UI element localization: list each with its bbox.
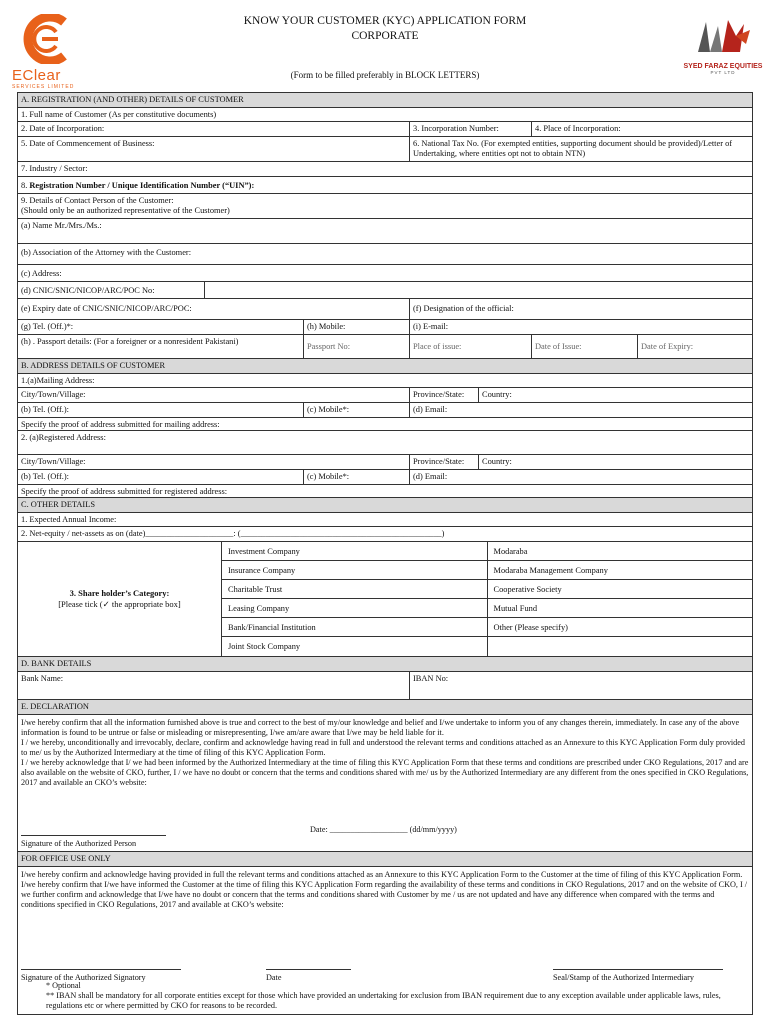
shareholder-category-grid (17, 542, 753, 657)
footnotes (17, 981, 753, 1015)
category-hint: [Please tick (✓ the appropriate box] (58, 599, 181, 609)
field-industry-sector[interactable]: 7. Industry / Sector: (17, 162, 753, 177)
field-date-of-incorporation[interactable]: 2. Date of Incorporation: (21, 124, 105, 133)
form-header (0, 0, 770, 92)
title-line-1: KNOW YOUR CUSTOMER (KYC) APPLICATION FORM (243, 15, 527, 27)
field-cnic-expiry[interactable]: (e) Expiry date of CNIC/SNIC/NICOP/ARC/POC: (21, 304, 192, 313)
field-proof-registered[interactable]: Specify the proof of address submitted for registered address: (17, 485, 753, 498)
eclear-logo-mark-icon (12, 14, 90, 64)
kyc-form (17, 92, 753, 1015)
office-use-heading: FOR OFFICE USE ONLY (17, 852, 753, 867)
office-date-label: Date (266, 973, 282, 982)
field-registered-city[interactable]: City/Town/Village: (21, 457, 86, 466)
declaration-date[interactable]: Date: ___________________ (dd/mm/yyyy) (310, 825, 457, 834)
field-mailing-country[interactable]: Country: (478, 388, 752, 402)
form-title (150, 14, 620, 44)
field-mailing-mobile[interactable]: (c) Mobile*: (303, 403, 409, 417)
section-c-heading: C. OTHER DETAILS (17, 498, 753, 513)
seal-label: Seal/Stamp of the Authorized Intermediary (553, 973, 694, 982)
category-modaraba[interactable]: Modaraba (488, 542, 753, 561)
contact-person-line-2: (Should only be an authorized representative of the Customer) (21, 206, 230, 215)
row-commencement (17, 137, 753, 162)
office-para-2: I/we hereby confirm that I/we have informed the Customer at the time of filing this KYC Application Form regarding the availability of these terms and conditions in CKO Regulations, 2017 and on the website of CKO, I / we further confirm and acknowledge that I/we have no doubt or concern that the terms and conditions shared with Customer by me / us are not updated and have any difference when compared with the terms and conditions specified in CKO Regulations, 2017 and available at CKO’s website: (21, 880, 748, 909)
field-date-of-expiry[interactable]: Date of Expiry: (637, 335, 752, 358)
field-registered-email[interactable]: (d) Email: (409, 470, 752, 484)
footnote-iban: ** IBAN shall be mandatory for all corporate entities except for those which have provided an undertaking for exclusion from IBAN requirement due to any exception available under applicable laws, rules, regulations etc or where permitted by CKO for reasons to be recorded. (46, 991, 721, 1010)
field-contact-name[interactable]: (a) Name Mr./Mrs./Ms.: (17, 219, 753, 244)
declaration-para-2: I / we hereby, unconditionally and irrevocably, declare, confirm and acknowledge having read in full and understood the relevant terms and conditions attached as an Annexure to this KYC Application Form duly provided to me/ us by the Authorized Intermediary at the time of filing of this KYC Application Form. (21, 738, 746, 757)
field-cnic-number[interactable]: (d) CNIC/SNIC/NICOP/ARC/POC No: (21, 286, 155, 295)
syed-faraz-logo (680, 16, 766, 80)
row-passport-details (17, 335, 753, 359)
row-registered-contacts (17, 470, 753, 485)
row-bank (17, 672, 753, 700)
section-b-heading: B. ADDRESS DETAILS OF CUSTOMER (17, 359, 753, 374)
field-proof-mailing[interactable]: Specify the proof of address submitted for mailing address: (17, 418, 753, 431)
field-passport-no[interactable]: Passport No: (303, 335, 409, 358)
field-mailing-province[interactable]: Province/State: (409, 388, 478, 402)
row-contact-numbers (17, 320, 753, 335)
field-national-tax-no[interactable]: 6. National Tax No. (For exempted entities, supporting document should be provided)/Letter of Undertaking, where entities opt not to obtain NTN) (409, 137, 752, 161)
field-date-of-commencement[interactable]: 5. Date of Commencement of Business: (21, 139, 155, 148)
eclear-logo-subtext: SERVICES LIMITED (12, 84, 75, 90)
field-iban[interactable]: IBAN No: (409, 672, 752, 699)
row-mailing-contacts (17, 403, 753, 418)
category-modaraba-management[interactable]: Modaraba Management Company (488, 561, 753, 580)
field-contact-address[interactable]: (c) Address: (17, 265, 753, 282)
category-cooperative-society[interactable]: Cooperative Society (488, 580, 753, 599)
field-8-number: 8. (21, 181, 28, 190)
category-investment-company[interactable]: Investment Company (222, 542, 487, 561)
field-bank-name[interactable]: Bank Name: (21, 674, 64, 683)
syed-faraz-logo-subtext: PVT LTD (710, 70, 736, 75)
contact-person-line-1: 9. Details of Contact Person of the Customer: (21, 196, 174, 205)
section-d-heading: D. BANK DETAILS (17, 657, 753, 672)
field-place-of-incorporation[interactable]: 4. Place of Incorporation: (531, 122, 752, 136)
declaration-para-3: I / we hereby acknowledge that I/ we had been informed by the Authorized Intermediary at the time of filing this KYC Application Form that these terms and conditions are prescribed under CKO Regulations, 2017 and are also available on the website of CKO, further, I / we have no doubt or concern that the terms and conditions shared with me/ us by the Authorized Intermediary are any different from the ones specified in CKO Regulations, 2017 and available an CKO’s website: (21, 758, 749, 787)
eclear-logo-text: EClear (12, 67, 61, 84)
row-incorporation (17, 122, 753, 137)
field-registered-tel[interactable]: (b) Tel. (Off.): (21, 472, 69, 481)
field-incorporation-number[interactable]: 3. Incorporation Number: (409, 122, 531, 136)
passport-details-label: (h) . Passport details: (For a foreigner or a nonresident Pakistani) (21, 337, 239, 346)
authorized-person-signature[interactable] (21, 829, 166, 849)
field-registered-country[interactable]: Country: (478, 455, 752, 469)
eclear-logo (12, 14, 90, 90)
section-a-heading: A. REGISTRATION (AND OTHER) DETAILS OF CUSTOMER (17, 92, 753, 108)
field-email[interactable]: (i) E-mail: (409, 320, 752, 334)
field-place-of-issue[interactable]: Place of issue: (409, 335, 531, 358)
office-para-1: I/we hereby confirm and acknowledge having provided in full the relevant terms and conditions attached as an Annexure to this KYC Application Form to the Customer at the time of filing of this KYC Application Form. (21, 870, 743, 879)
field-designation[interactable]: (f) Designation of the official: (409, 299, 752, 319)
field-registered-mobile[interactable]: (c) Mobile*: (303, 470, 409, 484)
category-column-2 (487, 542, 753, 656)
row-registered-city (17, 455, 753, 470)
field-net-equity[interactable]: 2. Net-equity / net-assets as on (date)_____________________: (________________________________________________) (17, 527, 753, 542)
field-mailing-email[interactable]: (d) Email: (409, 403, 752, 417)
category-other[interactable]: Other (Please specify) (488, 618, 753, 637)
field-mailing-address[interactable]: 1.(a)Mailing Address: (17, 374, 753, 388)
syed-faraz-logo-text: SYED FARAZ EQUITIES (683, 63, 763, 70)
field-registered-address[interactable]: 2. (a)Registered Address: (17, 431, 753, 455)
field-mobile[interactable]: (h) Mobile: (303, 320, 409, 334)
category-bank-financial-institution[interactable]: Bank/Financial Institution (222, 618, 487, 637)
section-e-heading: E. DECLARATION (17, 700, 753, 715)
category-title: 3. Share holder’s Category: (69, 588, 170, 598)
field-registration-number[interactable] (17, 177, 753, 194)
checkmark-icon: ✓ (102, 599, 110, 609)
category-insurance-company[interactable]: Insurance Company (222, 561, 487, 580)
field-contact-person-details (17, 194, 753, 219)
field-date-of-issue[interactable]: Date of Issue: (531, 335, 637, 358)
field-registered-province[interactable]: Province/State: (409, 455, 478, 469)
syed-faraz-logo-mark-icon (680, 16, 766, 58)
field-mailing-city[interactable]: City/Town/Village: (21, 390, 86, 399)
declaration-para-1: I/we hereby confirm that all the information furnished above is true and correct to the best of my/our knowledge and belief and I/we undertake to inform you of any changes therein, immediately. In case any of the above information is found to be untrue or false or misleading or misrepresenting, I/we am/are aware that I/we may be held liable for it. (21, 718, 740, 737)
footnote-optional: * Optional (46, 981, 81, 990)
title-line-2: CORPORATE (351, 30, 419, 42)
category-leasing-company[interactable]: Leasing Company (222, 599, 487, 618)
field-full-name[interactable]: 1. Full name of Customer (As per constitutive documents) (17, 108, 753, 122)
signature-label: Signature of the Authorized Person (21, 839, 137, 848)
form-subtitle: (Form to be filled preferably in BLOCK LETTERS) (290, 70, 480, 80)
field-mailing-tel[interactable]: (b) Tel. (Off.): (21, 405, 69, 414)
category-mutual-fund[interactable]: Mutual Fund (488, 599, 753, 618)
signatory-label: Signature of the Authorized Signatory (21, 973, 146, 982)
row-mailing-city (17, 388, 753, 403)
office-date[interactable] (266, 963, 351, 983)
declaration-block (17, 715, 753, 852)
row-expiry-designation (17, 299, 753, 320)
field-expected-income[interactable]: 1. Expected Annual Income: (17, 513, 753, 527)
field-8-label: Registration Number / Unique Identification Number (“UIN”): (29, 181, 255, 190)
field-tel-office[interactable]: (g) Tel. (Off.)*: (21, 322, 74, 331)
field-cnic-number-value[interactable] (204, 282, 752, 298)
category-joint-stock-company[interactable]: Joint Stock Company (228, 642, 301, 651)
office-use-block (17, 867, 753, 981)
category-empty (488, 637, 753, 656)
category-charitable-trust[interactable]: Charitable Trust (222, 580, 487, 599)
field-attorney-association[interactable]: (b) Association of the Attorney with the Customer: (17, 244, 753, 265)
authorized-signatory-signature[interactable] (21, 963, 181, 983)
row-cnic (17, 282, 753, 299)
seal-stamp[interactable] (553, 963, 723, 983)
category-column-1 (221, 542, 487, 656)
shareholder-category-label (18, 542, 221, 656)
